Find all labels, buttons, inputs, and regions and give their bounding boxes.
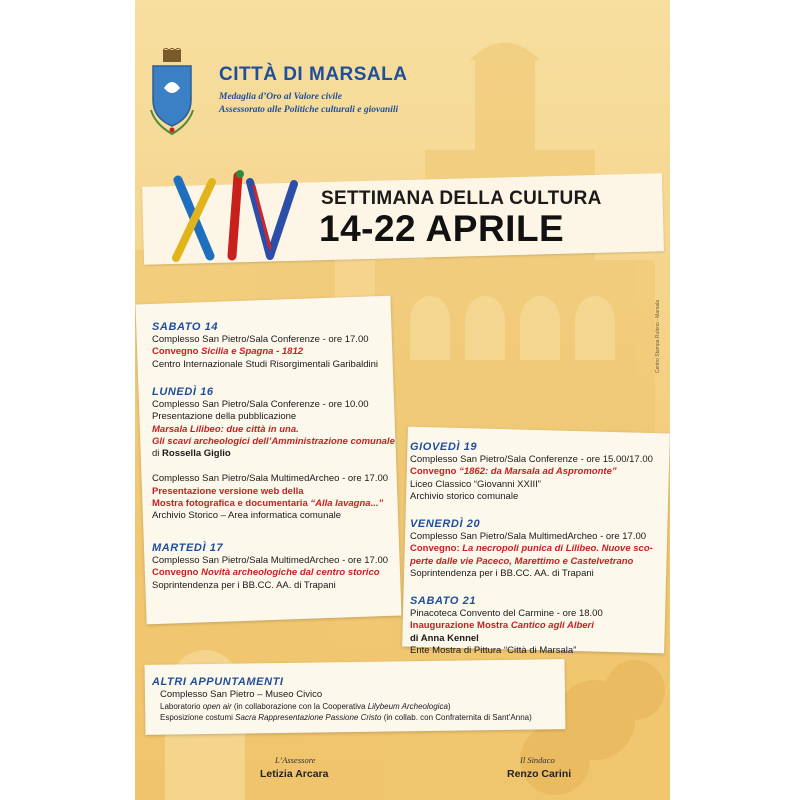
edition-title: SETTIMANA DELLA CULTURA [321, 188, 602, 209]
event-venue: Complesso San Pietro/Sala MultimedArcheo - ore 17.00 [410, 531, 647, 542]
event-day: GIOVEDÌ 19 [410, 441, 478, 453]
city-title: CITTÀ DI MARSALA [219, 64, 408, 85]
event-title-line1: Convegno: La necropoli punica di Lilibeo. Nuove sco- [410, 543, 653, 555]
event-title: Convegno Novità archeologiche dal centro storico [152, 567, 380, 579]
event-organizer: Ente Mostra di Pittura “Città di Marsala” [410, 644, 577, 656]
other-events-exhibition: Esposizione costumi Sacra Rappresentazione Passione Cristo (in collab. con Confraternita di Sant’Anna) [160, 713, 532, 723]
event-venue: Complesso San Pietro/Sala MultimedArcheo - ore 17.00 [152, 555, 389, 566]
event-organizer: Soprintendenza per i BB.CC. AA. di Trapani [410, 567, 594, 579]
print-credit: Centro Stampa Rubino - Marsala [655, 300, 661, 374]
event-title: Inaugurazione Mostra Cantico agli Alberi [410, 620, 594, 632]
event-venue-2: Complesso San Pietro/Sala MultimedArcheo - ore 17.00 [152, 473, 389, 485]
event-sabato-14 [152, 320, 378, 371]
book-author: di Rossella Giglio [152, 448, 231, 460]
event-venue: Complesso San Pietro/Sala Conferenze - ore 17.00 [152, 334, 369, 345]
event-day: SABATO 21 [410, 595, 477, 607]
book-title-line1: Marsala Lilibeo: due città in una. [152, 423, 299, 435]
event-sabato-21 [410, 594, 603, 657]
presentation-line2: Mostra fotografica e documentaria “Alla lavagna...” [152, 498, 384, 510]
event-day: SABATO 14 [152, 321, 219, 333]
event-day: MARTEDÌ 17 [152, 542, 224, 554]
event-organizer-2: Archivio storico comunale [410, 490, 519, 502]
event-dates: 14-22 APRILE [319, 208, 565, 249]
event-title: Convegno Sicilia e Spagna - 1812 [152, 346, 304, 358]
event-venue: Pinacoteca Convento del Carmine - ore 18.00 [410, 608, 603, 619]
event-organizer-1: Liceo Classico “Giovanni XXIII” [410, 478, 541, 490]
event-martedi-17 [152, 541, 388, 592]
other-events-heading: ALTRI APPUNTAMENTI [152, 676, 284, 688]
event-venue: Complesso San Pietro/Sala Conferenze - ore 15.00/17.00 [410, 454, 653, 465]
mayor-name: Renzo Carini [507, 768, 572, 780]
event-organizer-2: Archivio Storico – Area informatica comunale [152, 510, 342, 522]
poster [135, 0, 670, 800]
event-intro: Presentazione della pubblicazione [152, 411, 297, 423]
event-artist: di Anna Kennel [410, 632, 479, 644]
event-organizer: Soprintendenza per i BB.CC. AA. di Trapani [152, 579, 336, 591]
mayor-role: Il Sindaco [520, 755, 555, 765]
city-crest-icon [149, 48, 195, 136]
event-venue: Complesso San Pietro/Sala Conferenze - ore 10.00 [152, 399, 369, 410]
other-events [152, 675, 532, 723]
event-giovedi-19 [410, 440, 653, 503]
other-events-lab: Laboratorio open air (in collaborazione con la Cooperativa Lilybeum Archeologica) [160, 702, 451, 712]
book-title-line2: Gli scavi archeologici dell’Amministrazione comunale [152, 435, 395, 447]
event-day: LUNEDÌ 16 [152, 386, 214, 398]
event-lunedi-16 [152, 385, 395, 523]
city-subtitle-department: Assessorato alle Politiche culturali e giovanili [219, 105, 399, 115]
event-day: VENERDÌ 20 [410, 518, 481, 530]
event-venerdi-20 [410, 517, 653, 580]
presentation-line1: Presentazione versione web della [152, 485, 304, 497]
assessor-name: Letizia Arcara [260, 768, 329, 780]
roman-numeral-xiv [170, 168, 300, 268]
other-events-venue: Complesso San Pietro – Museo Civico [160, 689, 323, 700]
event-title-line2: perte dalle vie Paceco, Marettimo e Castelvetrano [410, 555, 634, 567]
event-organizer: Centro Internazionale Studi Risorgimentali Garibaldini [152, 358, 379, 370]
assessor-role: L’Assessore [275, 755, 316, 765]
event-title: Convegno “1862: da Marsala ad Aspromonte” [410, 466, 617, 478]
city-subtitle-medal: Medaglia d’Oro al Valore civile [219, 92, 342, 102]
